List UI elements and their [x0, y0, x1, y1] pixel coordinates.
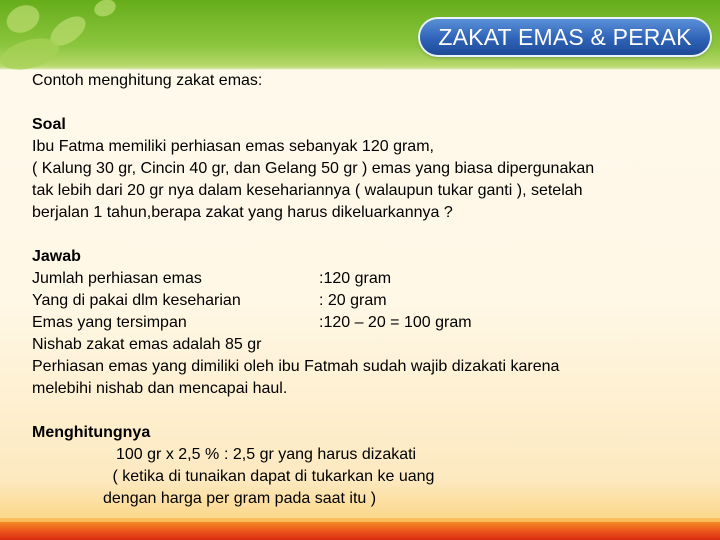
decorative-leaf-shape: [2, 0, 44, 38]
spacer: [32, 400, 702, 422]
bottom-bar-highlight: [0, 518, 720, 522]
soal-line: ( Kalung 30 gr, Cincin 40 gr, dan Gelang 50 gr ) emas yang biasa dipergunakan: [32, 160, 595, 177]
spacer: [32, 224, 702, 246]
soal-line: tak lebih dari 20 gr nya dalam kesehariannya ( walaupun tukar ganti ), setelah: [32, 182, 583, 199]
jawab-row: [32, 268, 702, 290]
jawab-heading: Jawab: [32, 248, 81, 265]
calculation-note: ( ketika di tunaikan dapat di tukarkan ke uang: [108, 468, 435, 485]
calculation-note: dengan harga per gram pada saat itu ): [103, 490, 377, 507]
jawab-row-value: : 20 gram: [319, 292, 387, 309]
spacer: [32, 92, 702, 114]
calculation-row: [32, 444, 702, 466]
slide-title: ZAKAT EMAS & PERAK: [438, 23, 692, 50]
jawab-row-label: Jumlah perhiasan emas: [32, 270, 202, 287]
jawab-row-value: :120 – 20 = 100 gram: [319, 314, 472, 331]
soal-line: berjalan 1 tahun,berapa zakat yang harus dikeluarkannya ?: [32, 204, 453, 221]
jawab-row-label: Yang di pakai dlm keseharian: [32, 292, 241, 309]
decorative-leaf-shape: [92, 0, 118, 19]
jawab-line: melebihi nishab dan mencapai haul.: [32, 380, 288, 397]
calculation-formula: 100 gr x 2,5 %: [116, 446, 220, 463]
soal-heading: Soal: [32, 116, 66, 133]
jawab-row: [32, 312, 702, 334]
slide-content: [32, 70, 702, 510]
jawab-row-value: :120 gram: [319, 270, 392, 287]
intro-text: Contoh menghitung zakat emas:: [32, 72, 263, 89]
slide-title-banner: [420, 19, 710, 55]
calculation-result: : 2,5 gr yang harus dizakati: [224, 446, 417, 463]
jawab-row: [32, 290, 702, 312]
jawab-line: Nishab zakat emas adalah 85 gr: [32, 336, 262, 353]
menghitung-heading: Menghitungnya: [32, 424, 151, 441]
soal-line: Ibu Fatma memiliki perhiasan emas sebanyak 120 gram,: [32, 138, 434, 155]
bottom-orange-bar: [0, 518, 720, 540]
jawab-line: Perhiasan emas yang dimiliki oleh ibu Fatmah sudah wajib dizakati karena: [32, 358, 560, 375]
jawab-row-label: Emas yang tersimpan: [32, 314, 187, 331]
